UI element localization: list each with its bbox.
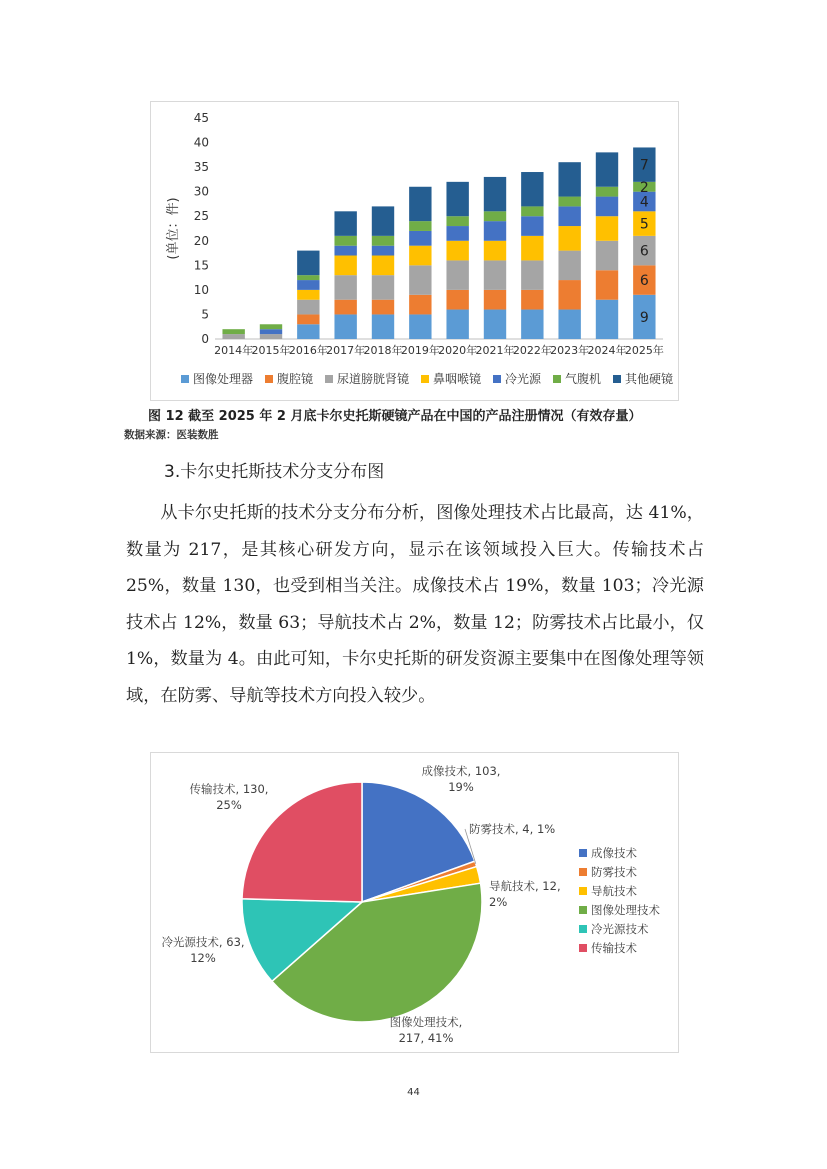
y-axis-title: (单位：件) [166, 197, 181, 260]
bar-segment [596, 152, 618, 186]
legend-swatch [579, 944, 587, 952]
bar-segment [372, 236, 394, 246]
legend-swatch [553, 375, 561, 383]
bar-data-label: 4 [639, 194, 649, 211]
bar-segment [446, 182, 468, 216]
bar-segment [596, 300, 618, 339]
legend-label: 腹腔镜 [277, 372, 314, 386]
legend-swatch [493, 375, 501, 383]
pie-data-label: 图像处理技术, [389, 1015, 463, 1029]
bar-data-label: 5 [639, 216, 649, 233]
bar-data-label: 7 [639, 157, 649, 174]
legend-label: 成像技术 [591, 846, 637, 860]
bar-segment [558, 226, 580, 251]
bar-segment [596, 216, 618, 241]
bar-segment [446, 260, 468, 289]
x-tick-label: 2018年 [363, 344, 403, 357]
bar-segment [334, 256, 356, 276]
bar-segment [297, 314, 319, 324]
x-tick-label: 2023年 [550, 344, 590, 357]
y-tick-label: 10 [193, 282, 209, 297]
x-tick-label: 2024年 [587, 344, 627, 357]
legend-label: 冷光源技术 [591, 922, 649, 936]
bar-segment [484, 177, 506, 211]
bar-segment [334, 275, 356, 300]
bar-segment [521, 260, 543, 289]
bar-data-label: 6 [639, 273, 649, 290]
bar-segment [558, 310, 580, 339]
pie-data-label: 19% [448, 780, 474, 794]
bar-segment [260, 324, 282, 329]
bar-segment [521, 236, 543, 261]
bar-segment [558, 206, 580, 226]
y-tick-label: 15 [193, 258, 209, 273]
x-tick-label: 2019年 [400, 344, 440, 357]
bar-segment [372, 206, 394, 235]
bar-segment [297, 290, 319, 300]
y-tick-label: 40 [193, 135, 209, 150]
bar-chart [151, 102, 678, 400]
pie-data-label: 成像技术, 103, [421, 764, 501, 778]
bar-data-label: 2 [639, 179, 649, 196]
bar-segment [521, 290, 543, 310]
bar-segment [297, 251, 319, 276]
bar-segment [484, 221, 506, 241]
bar-segment [372, 275, 394, 300]
legend-label: 鼻咽喉镜 [433, 372, 482, 386]
pie-slice [242, 782, 362, 902]
bar-segment [260, 334, 282, 339]
bar-segment [521, 172, 543, 206]
bar-segment [596, 187, 618, 197]
x-tick-label: 2016年 [288, 344, 328, 357]
x-tick-label: 2022年 [512, 344, 552, 357]
page-number: 44 [407, 1087, 420, 1098]
legend-swatch [421, 375, 429, 383]
y-tick-label: 0 [201, 332, 209, 346]
bar-segment [446, 241, 468, 261]
bar-segment [484, 290, 506, 310]
bar-segment [521, 216, 543, 236]
bar-segment [372, 300, 394, 315]
pie-chart-frame [150, 752, 679, 1053]
legend-swatch [613, 375, 621, 383]
y-tick-label: 5 [201, 307, 209, 322]
bar-segment [334, 236, 356, 246]
pie-data-label: 217, 41% [398, 1031, 454, 1045]
bar-segment [297, 280, 319, 290]
legend-swatch [579, 906, 587, 914]
y-tick-label: 35 [193, 160, 209, 175]
legend-swatch [325, 375, 333, 383]
y-tick-label: 25 [193, 209, 209, 224]
pie-data-label: 传输技术, 130, [189, 782, 269, 796]
data-source: 数据来源：医装数胜 [124, 429, 219, 441]
legend-swatch [265, 375, 273, 383]
y-tick-label: 45 [193, 111, 209, 125]
bar-segment [484, 241, 506, 261]
bar-segment [446, 226, 468, 241]
legend-swatch [181, 375, 189, 383]
bar-segment [558, 251, 580, 280]
pie-data-label: 冷光源技术, 63, [161, 935, 245, 949]
bar-segment [409, 314, 431, 339]
figure-caption: 图 12 截至 2025 年 2 月底卡尔史托斯硬镜产品在中国的产品注册情况（有效存量） [148, 409, 642, 424]
legend-label: 传输技术 [591, 941, 637, 955]
bar-segment [558, 197, 580, 207]
bar-segment [222, 334, 244, 339]
x-tick-label: 2015年 [251, 344, 291, 357]
bar-segment [334, 300, 356, 315]
bar-segment [596, 270, 618, 299]
bar-segment [297, 324, 319, 339]
legend-label: 导航技术 [591, 884, 637, 898]
y-tick-label: 30 [193, 184, 209, 199]
bar-segment [409, 246, 431, 266]
bar-segment [596, 241, 618, 270]
pie-data-label: 2% [489, 895, 508, 909]
bar-segment [409, 187, 431, 221]
pie-data-label: 导航技术, 12, [489, 879, 561, 893]
x-tick-label: 2020年 [438, 344, 478, 357]
bar-segment [484, 260, 506, 289]
bar-segment [558, 280, 580, 309]
bar-segment [409, 221, 431, 231]
body-paragraph: 从卡尔史托斯的技术分支分布分析，图像处理技术占比最高，达 41%，数量为 217，是其核心研发方向，显示在该领域投入巨大。传输技术占 25%，数量 130，也受到相当关注。成像技术占 19%，数量 103；冷光源技术占 12%，数量 63；导航技术占 2%，数量 12；防雾技术占比最小，仅 1%，数量为 4。由此可知，卡尔史托斯的研发资源主要集中在图像处理等领域，在防雾、导航等技术方向投入较少。 [126, 503, 704, 706]
bar-segment [521, 206, 543, 216]
section-title: 3.卡尔史托斯技术分支分布图 [164, 462, 385, 482]
legend-label: 其他硬镜 [625, 372, 674, 386]
bar-segment [297, 300, 319, 315]
bar-segment [260, 329, 282, 334]
legend-label: 图像处理器 [193, 372, 254, 386]
bar-segment [484, 310, 506, 339]
bar-segment [521, 310, 543, 339]
bar-segment [484, 211, 506, 221]
bar-segment [446, 290, 468, 310]
bar-chart-frame [150, 101, 679, 401]
bar-segment [409, 295, 431, 315]
legend-label: 冷光源 [505, 372, 542, 386]
legend-label: 尿道膀胱肾镜 [337, 372, 410, 386]
x-tick-label: 2025年 [624, 344, 664, 357]
bar-segment [446, 216, 468, 226]
bar-segment [409, 231, 431, 246]
bar-segment [297, 275, 319, 280]
bar-data-label: 9 [639, 309, 649, 326]
pie-data-label: 12% [190, 951, 216, 965]
pie-data-label: 防雾技术, 4, 1% [469, 822, 556, 836]
legend-label: 气腹机 [565, 372, 602, 386]
x-tick-label: 2017年 [326, 344, 366, 357]
legend-swatch [579, 925, 587, 933]
bar-segment [372, 256, 394, 276]
bar-segment [446, 310, 468, 339]
bar-segment [334, 246, 356, 256]
bar-segment [222, 329, 244, 334]
x-tick-label: 2021年 [475, 344, 515, 357]
pie-chart [151, 753, 678, 1052]
bar-segment [372, 314, 394, 339]
bar-segment [596, 197, 618, 217]
legend-swatch [579, 868, 587, 876]
bar-segment [334, 314, 356, 339]
legend-swatch [579, 887, 587, 895]
legend-swatch [579, 849, 587, 857]
bar-segment [372, 246, 394, 256]
y-tick-label: 20 [193, 233, 209, 248]
bar-segment [409, 265, 431, 294]
pie-data-label: 25% [216, 798, 242, 812]
bar-segment [558, 162, 580, 196]
legend-label: 图像处理技术 [591, 903, 660, 917]
x-tick-label: 2014年 [214, 344, 254, 357]
bar-data-label: 6 [639, 243, 649, 260]
bar-segment [334, 211, 356, 236]
legend-label: 防雾技术 [591, 865, 637, 879]
